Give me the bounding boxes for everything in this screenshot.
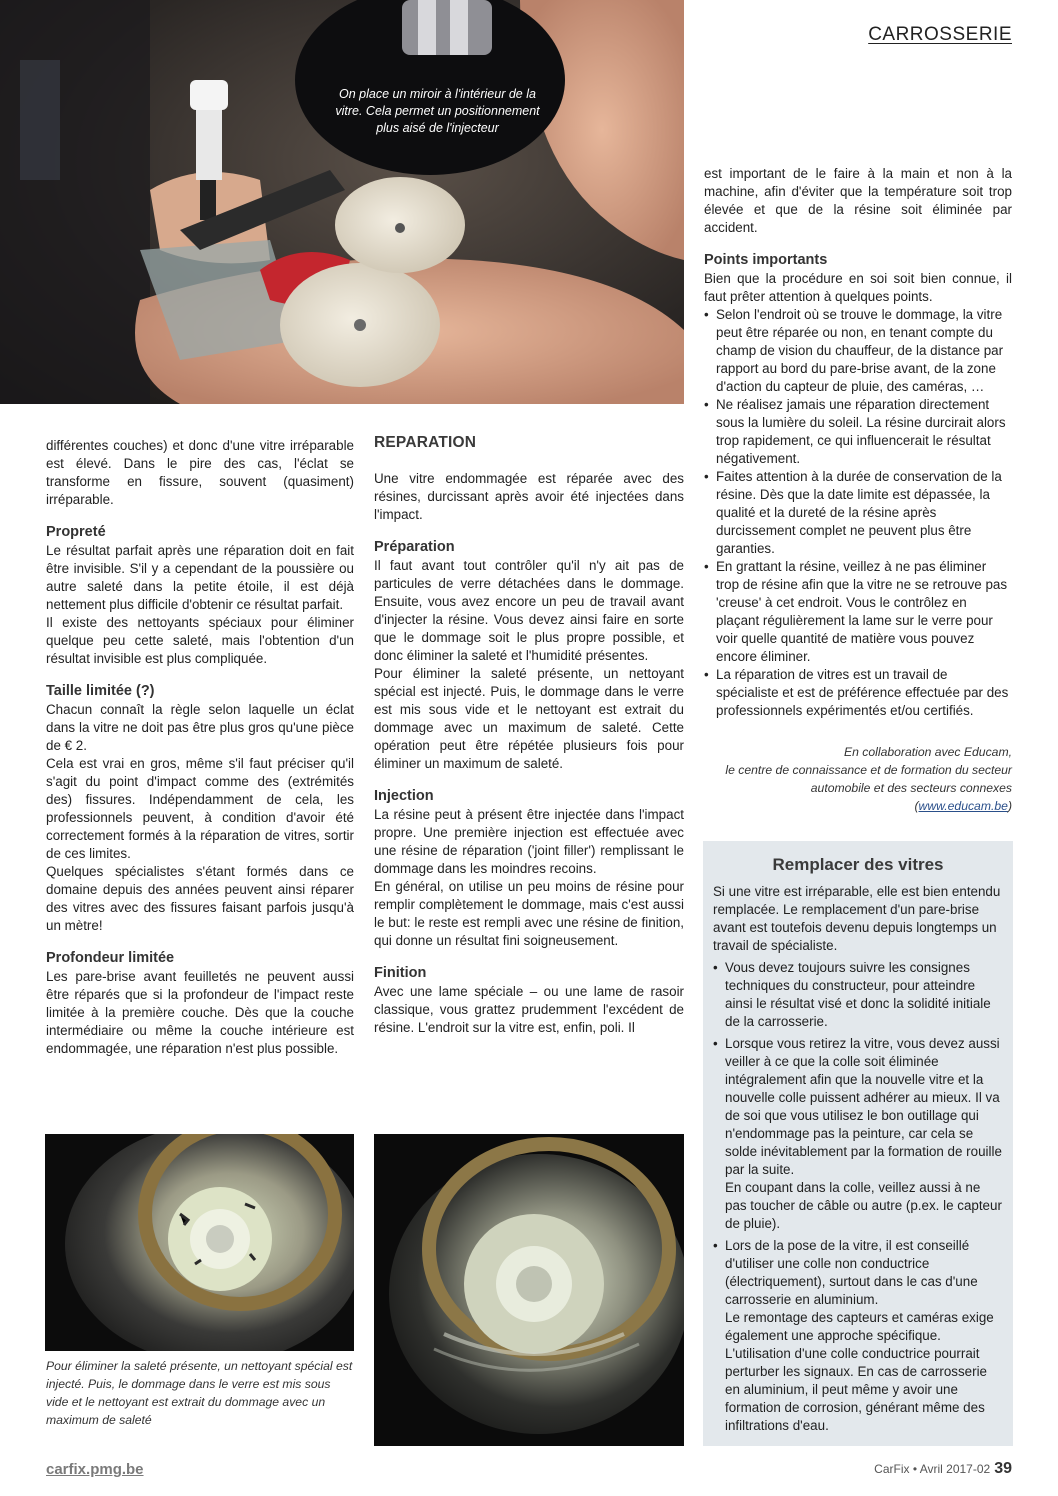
paragraph: La résine peut à présent être injectée dans l'impact propre. Une première injection est effectuée avec une résine de réparation ('joint filler') remplissant le dommage dans les moindres recoins.	[374, 807, 684, 876]
footer-site-link[interactable]: carfix.pmg.be	[46, 1461, 144, 1478]
macro-photo-right	[374, 1134, 684, 1446]
paragraph: Les pare-brise avant feuilletés ne peuvent aussi être réparés que si la profondeur de l'impact reste limitée à la première couche. Dès que la couche intermédiaire ou même la couche intérieure est endommagée, une réparation n'est plus possible.	[46, 969, 354, 1056]
paragraph: Le résultat parfait après une réparation doit en fait être invisible. S'il y a cependant de la poussière ou autre saleté dans la petite étoile, il est déjà nettement plus difficile d'obtenir ce résultat parfait.	[46, 543, 354, 612]
paragraph: Il faut avant tout contrôler qu'il n'y ait pas de particules de verre détachées dans le dommage. Ensuite, vous avez encore un peu de travail avant d'injecter la résine. Vous devez ainsi faire en sorte que le dommage soit le plus propre possible, et donc éliminer la saleté et l'humidité présentes.	[374, 558, 684, 663]
footer-issue-text: CarFix • Avril 2017-02	[874, 1462, 991, 1476]
list-item	[713, 959, 1003, 1031]
heading-preparation: Préparation	[374, 539, 455, 555]
paragraph: Il existe des nettoyants spéciaux pour éliminer quelque peu cette saleté, mais l'obtention d'un résultat invisible est plus compliquée.	[46, 615, 354, 666]
paragraph: Avec une lame spéciale – ou une lame de rasoir classique, vous grattez prudemment l'excédent de résine. L'endroit sur la vitre est, enfin, poli. Il	[374, 984, 684, 1035]
macro-photo-left	[45, 1134, 354, 1351]
list-item-text: Le remontage des capteurs et caméras exige également une approche spécifique. L'utilisation d'une colle conductrice pourrait perturber les signaux. En cas de carrosserie en aluminium, il peut même y avoir une formation de corrosion, générant même des infiltrations d'eau.	[725, 1310, 994, 1433]
heading-reparation: REPARATION	[374, 434, 477, 451]
heading-proprete: Propreté	[46, 524, 106, 540]
page-number: 39	[994, 1460, 1012, 1477]
paragraph: En général, on utilise un peu moins de résine pour remplir complètement le dommage, mais c'est aussi le but: le reste est rempli avec une résine de finition, qui donne un résultat fini soigneusement.	[374, 879, 684, 948]
section-label: CARROSSERIE	[868, 24, 1012, 45]
paragraph: Quelques spécialistes s'étant formés dans ce domaine depuis des années peuvent ainsi réparer des vitres avec des fissures faisant parfois jusqu'à un mètre!	[46, 864, 354, 933]
educam-link[interactable]: www.educam.be	[918, 799, 1008, 813]
list-item-text: Vous devez toujours suivre les consignes techniques du constructeur, pour atteindre ainsi le résultat visé et donc la solidité initiale de la carrosserie.	[725, 960, 991, 1029]
box-list	[713, 959, 1003, 1435]
list-item: • Ne réalisez jamais une réparation directement sous la lumière du soleil. La résine durcirait alors trop rapidement, ce qui influencerait le résultat négativement.	[704, 396, 1012, 468]
paragraph: Cela est vrai en gros, même s'il faut préciser qu'il s'agit du point d'impact comme des (extrémités des) fissures. Indépendamment de cela, les professionnels peuvent, à condition d'avoir été correctement formés à la réparation de vitres, sortir de ces limites.	[46, 756, 354, 861]
heading-profondeur: Profondeur limitée	[46, 950, 175, 966]
replace-windows-box	[703, 841, 1013, 1446]
top-photo-image	[0, 0, 684, 404]
credit-link-line: (www.educam.be)	[914, 799, 1012, 813]
footer-issue	[874, 1460, 1012, 1478]
bottom-middle-photo	[374, 1134, 684, 1446]
top-photo-caption: On place un miroir à l'intérieur de la vitre. Cela permet un positionnement plus aisé de l'injecteur	[335, 87, 540, 135]
points-list	[704, 306, 1012, 720]
credit-line: En collaboration avec Educam,	[843, 745, 1012, 759]
list-item-text: Lors de la pose de la vitre, il est conseillé d'utiliser une colle non conductrice (électriquement), surtout dans le cas d'une carrosserie en aluminium.	[725, 1238, 978, 1307]
list-item: • Faites attention à la durée de conservation de la résine. Dès que la date limite est dépassée, la qualité et la dureté de la résine après durcissement complet ne peuvent plus être garanties.	[704, 468, 1012, 558]
column-3	[704, 165, 1012, 720]
paragraph: Bien que la procédure en soi soit bien connue, il faut prêter attention à quelques points.	[704, 271, 1012, 304]
box-intro: Si une vitre est irréparable, elle est bien entendu remplacée. Le remplacement d'un pare-brise avant est toutefois devenu depuis longtemps un travail de spécialiste.	[713, 884, 1001, 953]
paragraph: Une vitre endommagée est réparée avec des résines, durcissant après avoir été injectées dans l'impact.	[374, 471, 684, 522]
heading-injection: Injection	[374, 788, 434, 804]
paragraph: est important de le faire à la main et non à la machine, afin d'éviter que la température soit trop élevée et que de la résine soit éliminée par accident.	[704, 166, 1012, 235]
box-title: Remplacer des vitres	[772, 855, 944, 874]
paragraph: Pour éliminer la saleté présente, un nettoyant spécial est injecté. Puis, le dommage dans le verre est mis sous vide et le nettoyant est extrait du dommage avec un maximum de saleté. Cette opération peut être répétée plusieurs fois pour éliminer un maximum de saleté.	[374, 666, 684, 771]
heading-taille: Taille limitée (?)	[46, 683, 155, 699]
paragraph: Chacun connaît la règle selon laquelle un éclat dans la vitre ne doit pas être plus gros qu'une pièce de € 2.	[46, 702, 354, 753]
heading-points: Points importants	[704, 252, 828, 268]
heading-finition: Finition	[374, 965, 427, 981]
list-item	[713, 1237, 1003, 1435]
column-2	[374, 434, 684, 1037]
bottom-left-photo	[45, 1134, 354, 1351]
list-item	[713, 1035, 1003, 1233]
credit-line: le centre de connaissance et de formation du secteur automobile et des secteurs connexes	[725, 763, 1012, 795]
credit-block	[704, 743, 1012, 815]
col1-intro: différentes couches) et donc d'une vitre irréparable est élevé. Dans le pire des cas, l'éclat se transforme en fissure, souvent (quasiment) irréparable.	[46, 438, 354, 507]
list-item: • Selon l'endroit où se trouve le dommage, la vitre peut être réparée ou non, en tenant compte du champ de vision du chauffeur, de la distance par rapport au bord du pare-brise avant, de la zone d'action du capteur de pluie, des caméras, …	[704, 306, 1012, 396]
list-item: • La réparation de vitres est un travail de spécialiste et est de préférence effectuée par des professionnels expérimentés et/ou certifiés.	[704, 666, 1012, 720]
list-item-text: En coupant dans la colle, veillez aussi à ne pas toucher de câble ou autre (p.ex. le capteur de pluie).	[725, 1180, 1002, 1231]
top-photo	[0, 0, 684, 404]
column-1	[46, 437, 354, 1058]
list-item-text: Lorsque vous retirez la vitre, vous devez aussi veiller à ce que la colle soit éliminée intégralement afin que la nouvelle vitre et la nouvelle colle puissent adhérer au mieux. Il va de soi que vous utilisez le bon outillage qui n'endommage pas la peinture, car cela se solde inévitablement par la formation de rouille par la suite.	[725, 1036, 1002, 1177]
bottom-photo-caption: Pour éliminer la saleté présente, un nettoyant spécial est injecté. Puis, le dommage dans le verre est mis sous vide et le nettoyant est extrait du dommage avec un maximum de saleté	[46, 1359, 353, 1427]
list-item: • En grattant la résine, veillez à ne pas éliminer trop de résine afin que la vitre ne se retrouve pas 'creuse' à cet endroit. Vous le contrôlez en plaçant régulièrement la lame sur le verre pour voir quelle quantité de matière vous pouvez encore éliminer.	[704, 558, 1012, 666]
